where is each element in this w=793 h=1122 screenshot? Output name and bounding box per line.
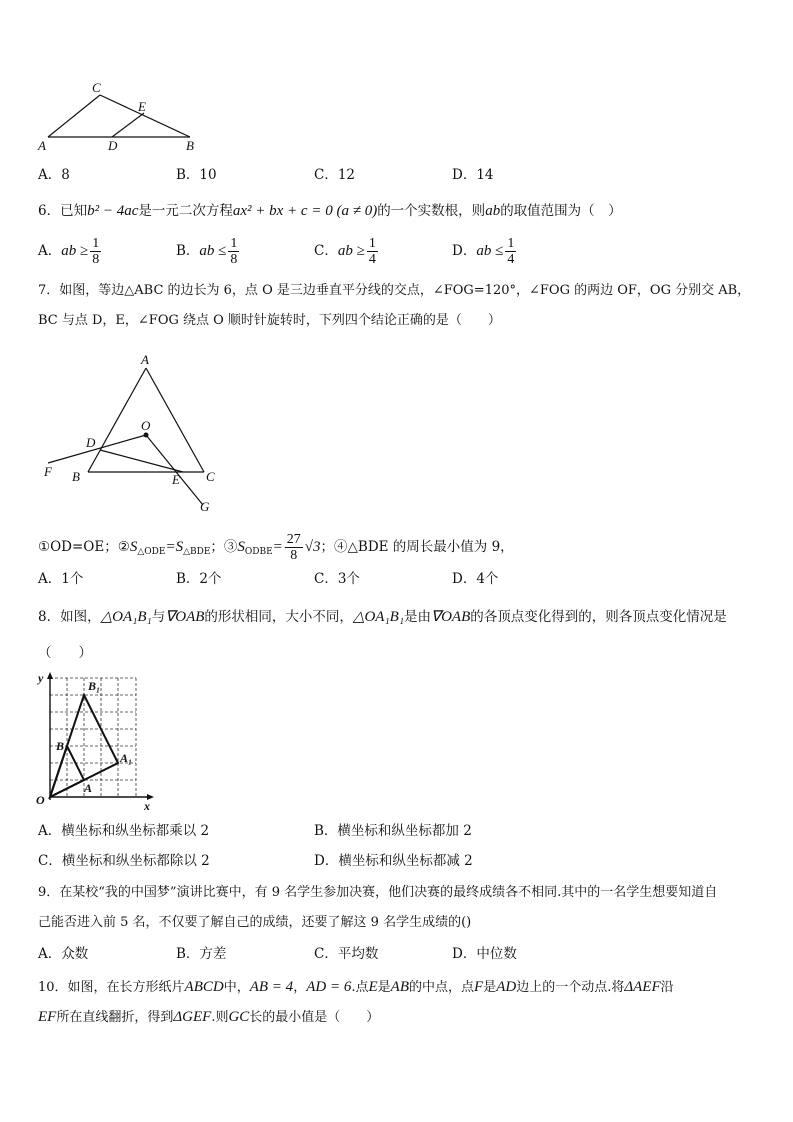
q7-s-bdeletter: S <box>175 539 184 555</box>
q10-comma: ， <box>293 980 307 995</box>
q8-label-o: O <box>36 793 45 807</box>
q7-s-odbe-letter: S <box>237 539 245 555</box>
q10-aef: ΔAEF <box>624 979 661 995</box>
q10-text-2c: 长的最小值是（ ） <box>249 1010 380 1025</box>
q8-line-2: （ ） <box>38 645 92 661</box>
q6-expr: b² − 4ac <box>87 203 139 219</box>
q10-gef: ΔGEF <box>173 1009 212 1025</box>
q10-gc: GC <box>228 1009 250 1025</box>
q7-label-d: D <box>86 435 96 450</box>
q7-fraction: $\frac{27}{8}$ <box>286 532 301 563</box>
q5-option-c[interactable]: C．12 <box>314 167 356 183</box>
q10-line-1 <box>38 978 674 997</box>
q8-label-a1: A₁ <box>120 751 133 765</box>
q7-eq-2: = <box>272 539 283 555</box>
q6-option-a-expr: ab ≥ <box>61 243 89 259</box>
q9-option-b[interactable]: B．方差 <box>176 946 227 962</box>
q7-line-2: BC 与点 D，E，∠FOG 绕点 O 顺时针旋转时，下列四个结论正确的是（ ） <box>38 313 501 328</box>
q7-line-1: 7．如图，等边△ABC 的边长为 6，点 O 是三边垂直平分线的交点，∠FOG=120°，∠FOG 的两边 OF，OG 分别交 AB， <box>38 283 751 298</box>
q9-option-d[interactable]: D．中位数 <box>452 946 517 962</box>
q5-label-b: B <box>186 138 194 153</box>
q6-option-c-fraction: $\frac{1}{4}$ <box>368 236 376 267</box>
q7-eq-1: = <box>165 539 176 555</box>
q10-abcd: ABCD <box>184 979 224 995</box>
q6-question <box>38 202 622 220</box>
q8-tri-1: △OA₁B₁ <box>100 609 152 625</box>
q6-option-b-expr: ab ≤ <box>199 243 227 259</box>
q6-tail: 的一个实数根，则 <box>377 203 486 219</box>
q10-text-a: 10．如图，在长方形纸片 <box>38 980 185 995</box>
q8-text-b: 与 <box>151 609 166 625</box>
q10-ad2: AD <box>496 979 517 995</box>
q10-text-h: 沿 <box>660 980 674 995</box>
q7-statement-4: ；④△BDE 的周长最小值为 9， <box>320 539 514 555</box>
q5-option-b[interactable]: B．10 <box>176 167 217 183</box>
q6-option-d-expr: ab ≤ <box>476 243 504 259</box>
q8-line-1 <box>38 608 727 626</box>
q7-label-c: C <box>206 469 215 484</box>
q10-ab2: AB <box>390 979 409 995</box>
q8-text-e: 的各顶点变化得到的，则各顶点变化情况是 <box>470 609 727 625</box>
q6-option-d-fraction: $\frac{1}{4}$ <box>507 236 515 267</box>
q6-option-c-expr: ab ≥ <box>337 243 365 259</box>
q10-f: F <box>474 979 484 995</box>
q8-text-d: 是由 <box>404 609 432 625</box>
q6-option-a-fraction: $\frac{1}{8}$ <box>92 236 100 267</box>
q10-text-d: 是 <box>377 980 391 995</box>
q6-var: ab <box>485 203 501 219</box>
q6-option-b[interactable] <box>176 236 241 267</box>
q8-option-c[interactable]: C．横坐标和纵坐标都除以 2 <box>38 853 210 869</box>
q7-label-g: G <box>200 499 210 514</box>
q7-s-odbe-sub: ODBE <box>244 547 273 557</box>
q10-e: E <box>368 979 378 995</box>
q6-option-c[interactable] <box>314 236 380 267</box>
q5-option-d[interactable]: D．14 <box>452 167 494 183</box>
q8-text-c: 的形状相同，大小不同， <box>204 609 353 625</box>
q8-text-a: 8．如图， <box>38 609 101 625</box>
q8-tri-4: ∇OAB <box>431 609 471 625</box>
q7-s-odeletter: S <box>129 539 138 555</box>
q7-triangle-figure <box>38 350 238 520</box>
q5-triangle-figure <box>30 80 210 155</box>
q10-text-b: 中， <box>223 980 250 995</box>
q10-line-2 <box>38 1008 379 1027</box>
q7-s-bde-sub: △BDE <box>183 547 211 557</box>
q7-label-f: F <box>44 464 52 479</box>
q10-text-e: 的中点，点 <box>408 980 474 995</box>
q10-text-2b: .则 <box>211 1010 229 1025</box>
q7-statement-3: ；③ <box>210 539 238 555</box>
q10-text-c: .点 <box>351 980 369 995</box>
q7-label-e: E <box>172 472 180 487</box>
q9-option-c[interactable]: C．平均数 <box>314 946 379 962</box>
q7-statement-1: ①OD=OE；② <box>38 539 130 555</box>
q8-option-b[interactable]: B．横坐标和纵坐标都加 2 <box>314 823 472 839</box>
q7-label-a: A <box>141 352 149 367</box>
q8-label-y: y <box>38 671 44 685</box>
q6-option-a-label: A． <box>38 243 62 259</box>
q8-tri-2: ∇OAB <box>165 609 205 625</box>
q9-option-a[interactable]: A．众数 <box>38 946 89 962</box>
q8-tri-3: △OA₁B₁ <box>352 609 405 625</box>
q6-option-b-label: B． <box>176 243 200 259</box>
q5-label-c: C <box>92 80 101 95</box>
q6-mid: 是一元二次方程 <box>138 203 233 219</box>
q7-label-o: O <box>141 418 151 433</box>
q8-grid-figure <box>32 672 162 812</box>
q5-option-a[interactable]: A．8 <box>38 167 70 183</box>
q8-option-a[interactable]: A．横坐标和纵坐标都乘以 2 <box>38 823 210 839</box>
q6-equation: ax² + bx + c = 0 (a ≠ 0) <box>232 203 378 219</box>
q10-ab: AB = 4 <box>249 979 294 995</box>
q6-num: 6．已知 <box>38 203 88 219</box>
q8-label-a: A <box>84 781 93 795</box>
q7-statements <box>38 532 514 565</box>
q5-label-e: E <box>138 99 146 114</box>
q5-label-d: D <box>108 138 118 153</box>
q7-label-b: B <box>72 469 80 484</box>
q10-text-2a: 所在直线翻折，得到 <box>56 1010 174 1025</box>
q6-option-d-label: D． <box>452 243 477 259</box>
q10-ef: EF <box>38 1009 57 1025</box>
q10-text-g: 边上的一个动点.将 <box>516 980 625 995</box>
q6-option-d[interactable] <box>452 236 518 267</box>
q10-text-f: 是 <box>483 980 497 995</box>
q7-s-ode-sub: △ODE <box>137 547 166 557</box>
q9-line-2: 己能否进入前 5 名，不仅要了解自己的成绩，还要了解这 9 名学生成绩的() <box>38 915 472 930</box>
q10-ad: AD = 6 <box>306 979 352 995</box>
q7-option-d[interactable]: D．4个 <box>452 571 499 587</box>
q8-label-b1: B₁ <box>88 679 101 693</box>
q7-option-c[interactable]: C．3个 <box>314 571 360 587</box>
q7-option-a[interactable]: A．1个 <box>38 571 84 587</box>
q6-option-a[interactable] <box>38 236 103 267</box>
q9-line-1: 9．在某校“我的中国梦”演讲比赛中，有 9 名学生参加决赛，他们决赛的最终成绩各不相同.其中的一名学生想要知道自 <box>38 885 718 900</box>
q6-option-b-fraction: $\frac{1}{8}$ <box>230 236 238 267</box>
q8-label-b: B <box>56 739 65 753</box>
q7-root: √3 <box>304 539 321 555</box>
q8-label-x: x <box>144 799 150 813</box>
q5-label-a: A <box>38 138 46 153</box>
q8-option-d[interactable]: D．横坐标和纵坐标都减 2 <box>314 853 473 869</box>
q6-end: 的取值范围为（ ） <box>500 203 622 219</box>
q7-option-b[interactable]: B．2个 <box>176 571 222 587</box>
q6-option-c-label: C． <box>314 243 338 259</box>
